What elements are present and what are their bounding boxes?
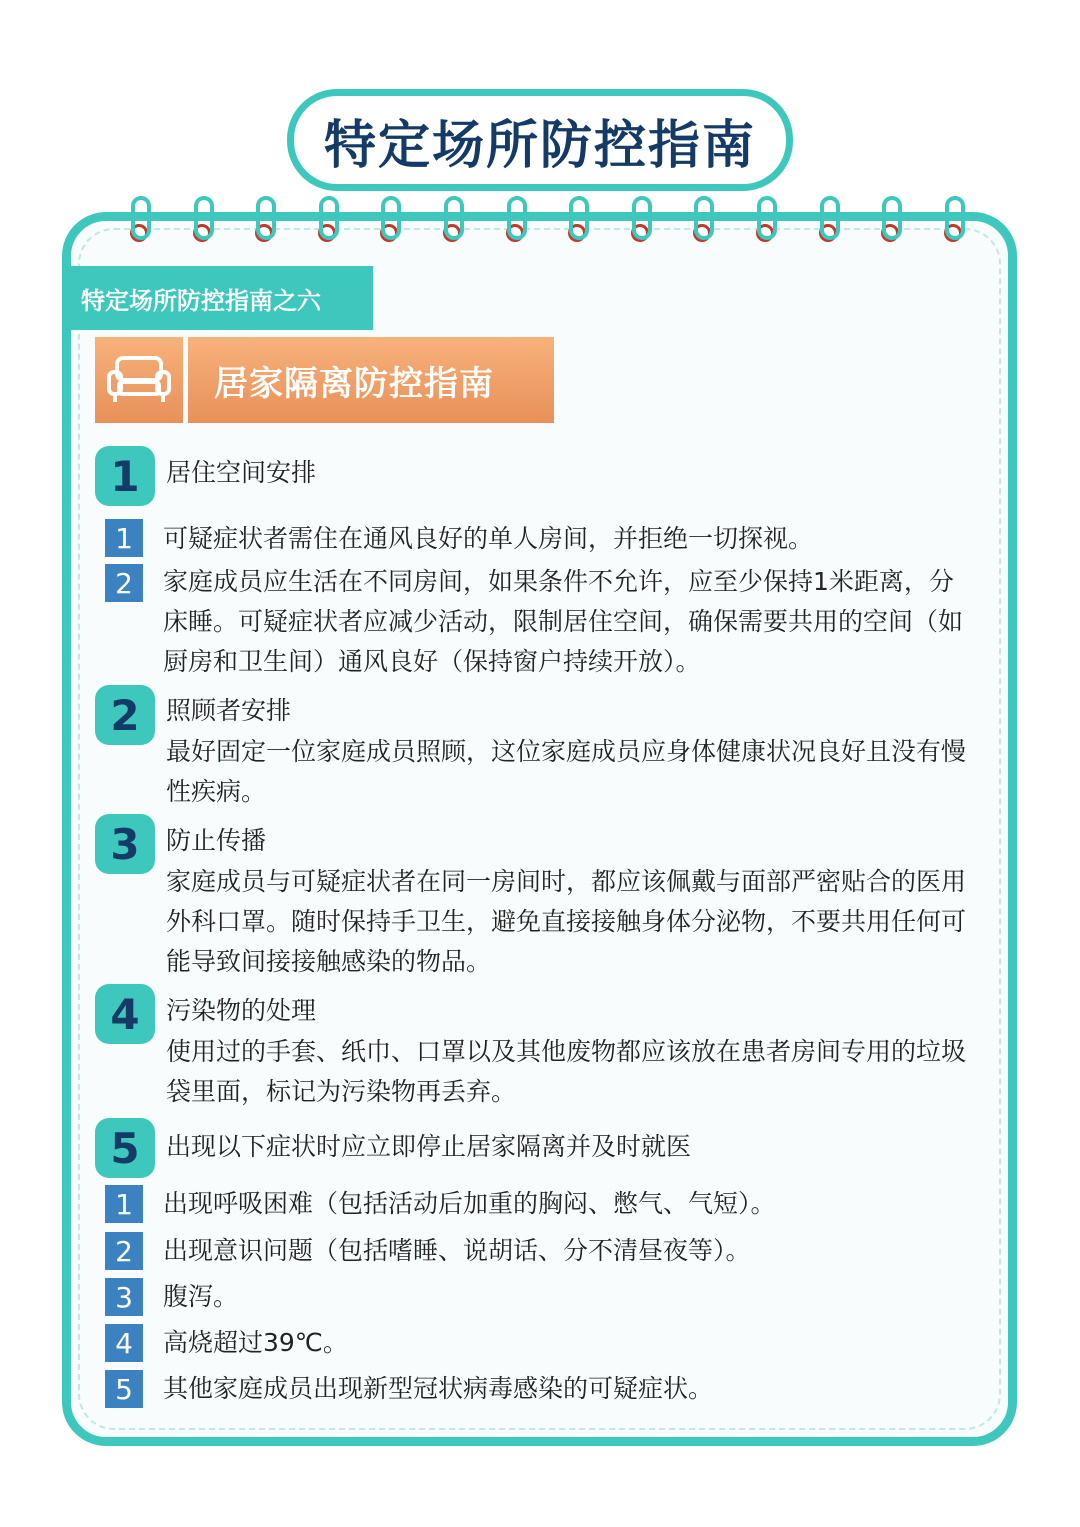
item-number: 1: [105, 519, 143, 557]
ring-loop: [256, 196, 276, 240]
ring-loop: [882, 196, 902, 240]
section-title: 污染物的处理: [166, 996, 317, 1025]
ring-loop: [757, 196, 777, 240]
section-number-badge: 2: [95, 685, 155, 745]
title-pill: [287, 89, 793, 191]
item-number: 4: [105, 1324, 143, 1362]
list-item: 高烧超过39℃。: [163, 1328, 348, 1357]
list-item: 家庭成员应生活在不同房间，如果条件不允许，应至少保持1米距离，分床睡。可疑症状者应减少活动，限制居住空间，确保需要共用的空间（如厨房和卫生间）通风良好（保持窗户持续开放）。: [163, 567, 964, 676]
ring-loop: [194, 196, 214, 240]
page-title: 特定场所防控指南: [323, 115, 756, 176]
binder-ring: [817, 196, 839, 244]
binder-ring: [441, 196, 463, 244]
section-number-badge: 1: [95, 446, 155, 506]
binder-ring: [504, 196, 526, 244]
section-title: 防止传播: [166, 826, 267, 855]
item-number: 2: [105, 1232, 143, 1270]
item-number: 1: [105, 1185, 143, 1223]
ring-loop: [569, 196, 589, 240]
section-title: 出现以下症状时应立即停止居家隔离并及时就医: [166, 1132, 692, 1161]
list-item: 其他家庭成员出现新型冠状病毒感染的可疑症状。: [163, 1374, 714, 1403]
section-title: 居住空间安排: [166, 458, 317, 487]
ring-loop: [507, 196, 527, 240]
binder-ring: [691, 196, 713, 244]
binder-ring: [754, 196, 776, 244]
item-number: 3: [105, 1278, 143, 1316]
binder-ring: [879, 196, 901, 244]
binder-ring: [316, 196, 338, 244]
section-body: 最好固定一位家庭成员照顾，这位家庭成员应身体健康状况良好且没有慢性疾病。: [166, 737, 967, 806]
section-title: 照顾者安排: [166, 696, 292, 725]
binder-ring: [191, 196, 213, 244]
binder-ring: [128, 196, 150, 244]
subtitle-banner: 特定场所防控指南之六: [71, 266, 373, 330]
ring-loop: [694, 196, 714, 240]
binder-rings: [0, 196, 1080, 248]
ring-loop: [632, 196, 652, 240]
ring-loop: [444, 196, 464, 240]
section-number-badge: 4: [95, 984, 155, 1044]
section-banner: 居家隔离防控指南: [188, 337, 554, 423]
list-item: 腹泻。: [163, 1282, 239, 1311]
section-number-badge: 3: [95, 814, 155, 874]
section-body: 使用过的手套、纸巾、口罩以及其他废物都应该放在患者房间专用的垃圾袋里面，标记为污染物再丢弃。: [166, 1037, 967, 1106]
binder-ring: [253, 196, 275, 244]
ring-loop: [131, 196, 151, 240]
sofa-icon-box: [95, 337, 183, 423]
ring-loop: [820, 196, 840, 240]
binder-ring: [566, 196, 588, 244]
item-number: 5: [105, 1370, 143, 1408]
list-item: 出现呼吸困难（包括活动后加重的胸闷、憋气、气短）。: [163, 1189, 776, 1218]
binder-ring: [942, 196, 964, 244]
ring-loop: [381, 196, 401, 240]
binder-ring: [629, 196, 651, 244]
list-item: 可疑症状者需住在通风良好的单人房间，并拒绝一切探视。: [163, 524, 814, 553]
binder-ring: [378, 196, 400, 244]
item-number: 2: [105, 564, 143, 602]
sofa-icon: [107, 354, 171, 406]
section-body: 家庭成员与可疑症状者在同一房间时，都应该佩戴与面部严密贴合的医用外科口罩。随时保持手卫生，避免直接接触身体分泌物，不要共用任何可能导致间接接触感染的物品。: [166, 867, 967, 976]
ring-loop: [319, 196, 339, 240]
list-item: 出现意识问题（包括嗜睡、说胡话、分不清昼夜等）。: [163, 1236, 751, 1265]
ring-loop: [945, 196, 965, 240]
section-number-badge: 5: [95, 1118, 155, 1178]
